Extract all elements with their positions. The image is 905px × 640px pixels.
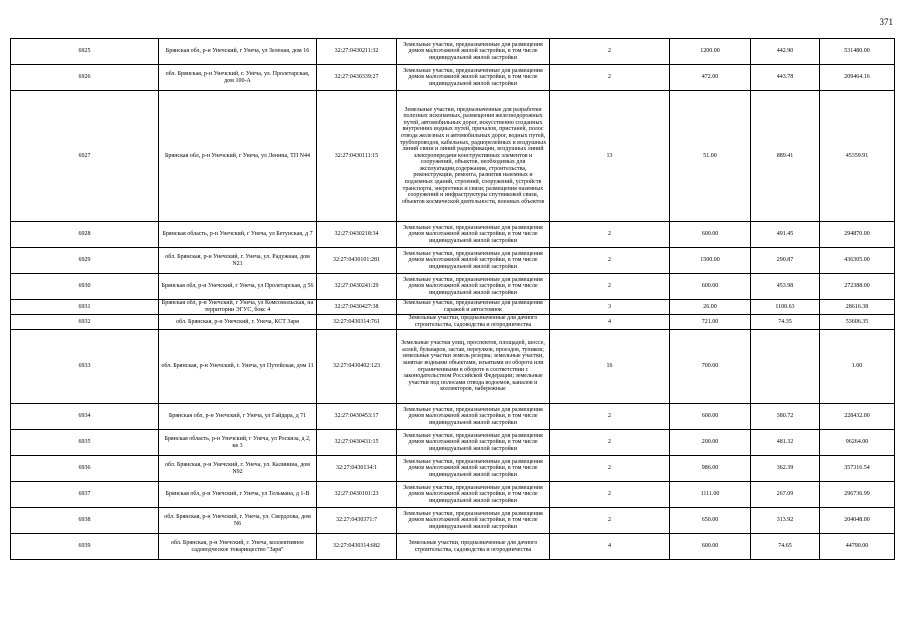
address-cell: Брянская обл, р-н Унечский, г Унеча, ул Зеленая, дом 16 <box>159 39 317 65</box>
table-row <box>11 330 895 404</box>
cadastral-value-cell: 294870.00 <box>820 222 895 248</box>
use-group-cell: 4 <box>550 315 670 330</box>
cadastral-value-cell: 28616.38 <box>820 300 895 315</box>
table-row <box>11 274 895 300</box>
land-use-cell: Земельные участки, предназначенные для дачного строительства, садоводства и огородничества <box>397 534 550 560</box>
cadastral-value-cell: 209464.16 <box>820 65 895 91</box>
unit-value-cell: 453.98 <box>751 274 820 300</box>
cadastral-number-cell: 32:27:0430427:38 <box>317 300 397 315</box>
table-row <box>11 222 895 248</box>
area-cell: 721.00 <box>670 315 751 330</box>
table-row <box>11 300 895 315</box>
unit-value-cell <box>751 330 820 404</box>
area-cell: 600.00 <box>670 222 751 248</box>
row-number: 6933 <box>11 330 159 404</box>
row-number: 6928 <box>11 222 159 248</box>
cadastral-number-cell: 32:27:0430314:682 <box>317 534 397 560</box>
cadastral-value-cell: 204048.00 <box>820 508 895 534</box>
area-cell: 600.00 <box>670 404 751 430</box>
cadastral-number-cell: 32:27:0430101:281 <box>317 248 397 274</box>
land-use-cell: Земельные участки, предназначенные для размещения домов малоэтажной жилой застройки, в том числе индивидуальной жилой застройки <box>397 456 550 482</box>
unit-value-cell: 481.32 <box>751 430 820 456</box>
row-number: 6931 <box>11 300 159 315</box>
unit-value-cell: 362.39 <box>751 456 820 482</box>
use-group-cell: 2 <box>550 430 670 456</box>
unit-value-cell: 889.41 <box>751 91 820 222</box>
address-cell: обл. Брянская, р-н Унечский, г. Унеча, ул. Радужная, дом N21 <box>159 248 317 274</box>
row-number: 6937 <box>11 482 159 508</box>
address-cell: обл. Брянская, р-н Унечский, г. Унеча, ул. Калинина, дом N92 <box>159 456 317 482</box>
table-body <box>11 39 895 560</box>
area-cell: 1200.00 <box>670 39 751 65</box>
cadastral-value-cell: 296736.99 <box>820 482 895 508</box>
table-row <box>11 456 895 482</box>
area-cell: 600.00 <box>670 274 751 300</box>
unit-value-cell: 1100.63 <box>751 300 820 315</box>
area-cell: 472.00 <box>670 65 751 91</box>
address-cell: Брянская область, р-н Унечский, г Унеча, ул Бетунская, д 7 <box>159 222 317 248</box>
land-use-cell: Земельные участки, предназначенные для размещения домов малоэтажной жилой застройки, в том числе индивидуальной жилой застройки <box>397 404 550 430</box>
cadastral-value-cell: 45359.91 <box>820 91 895 222</box>
cadastral-value-cell: 357316.54 <box>820 456 895 482</box>
address-cell: Брянская область, р-н Унечский, г Унеча, ул Роскиза, д 2, кв 3 <box>159 430 317 456</box>
use-group-cell: 2 <box>550 508 670 534</box>
cadastral-value-cell: 96264.00 <box>820 430 895 456</box>
area-cell: 51.00 <box>670 91 751 222</box>
cadastral-value-cell: 436305.00 <box>820 248 895 274</box>
cadastral-number-cell: 32:27:0430101:23 <box>317 482 397 508</box>
unit-value-cell: 313.92 <box>751 508 820 534</box>
land-use-cell: Земельные участки, предназначенные для разработки полезных ископаемых, размещения железнодорожных путей, автомобильных дорог, искусственно созданных внутренних водных путей, причалов, пристаней, полос отвода железных и автомобильных дорог, водных путей, трубопроводов, кабельных, радиорелейных и воздушных линий связи и линий радиофикации, воздушных линий электропередачи конструктивных элементов и сооружений, объектов, необходимых для эксплуатации,содержания, строительства, реконструкции, ремонта, развития наземных и подземных зданий, строений, сооружений, устройств транспорта, энергетики и связи; размещения наземных сооружений и инфраструктуры спутниковой связи, объектов космической деятельности, военных объектов <box>397 91 550 222</box>
land-register-table <box>10 38 895 560</box>
land-use-cell: Земельные участки, предназначенные для размещения гаражей и автостоянок <box>397 300 550 315</box>
cadastral-value-cell: 1.00 <box>820 330 895 404</box>
cadastral-number-cell: 32:27:0430111:15 <box>317 91 397 222</box>
row-number: 6925 <box>11 39 159 65</box>
cadastral-number-cell: 32:27:0430211:32 <box>317 39 397 65</box>
use-group-cell: 16 <box>550 330 670 404</box>
cadastral-value-cell: 272388.00 <box>820 274 895 300</box>
address-cell: обл. Брянская, р-н Унечский, г. Унеча, коллективное садоводческое товарищество "Заря" <box>159 534 317 560</box>
address-cell: обл. Брянская, р-н Унечский, г. Унеча, ул. Свердлова, дом N6 <box>159 508 317 534</box>
cadastral-number-cell: 32:27:0430431:15 <box>317 430 397 456</box>
address-cell: Брянская обл, р-н Унечский, г Унеча, ул Тельмана, д 1-В <box>159 482 317 508</box>
cadastral-number-cell: 32:27:0430134:1 <box>317 456 397 482</box>
land-use-cell: Земельные участки, предназначенные для размещения домов малоэтажной жилой застройки, в том числе индивидуальной жилой застройки <box>397 508 550 534</box>
use-group-cell: 2 <box>550 222 670 248</box>
land-use-cell: Земельные участки улиц, проспектов, площадей, шоссе, аллей, бульваров, застав, переулков, проездов, тупиков; земельные участки земель резерва; земельные участки, занятые водными объектами, изъятыми из оборота или ограниченными в обороте в соответствии с законодательством Российской Федерации; земельные участки под полосами отвода водоемов, каналов и коллекторов, набережные <box>397 330 550 404</box>
address-cell: Брянская обл, р-н Унечский, г Унеча, ул Пролетарская, д 56 <box>159 274 317 300</box>
cadastral-number-cell: 32:27:0430314:761 <box>317 315 397 330</box>
use-group-cell: 13 <box>550 91 670 222</box>
use-group-cell: 2 <box>550 39 670 65</box>
address-cell: обл. Брянская, р-н Унечский, г. Унеча, КСТ Заря <box>159 315 317 330</box>
area-cell: 1111.00 <box>670 482 751 508</box>
address-cell: Брянская обл, р-н Унечский, г Унеча, ул Комсомольская, на территории ЭГУС, бокс 4 <box>159 300 317 315</box>
cadastral-number-cell: 32:27:0430218:34 <box>317 222 397 248</box>
use-group-cell: 2 <box>550 456 670 482</box>
land-use-cell: Земельные участки, предназначенные для дачного строительства, садоводства и огородничества <box>397 315 550 330</box>
land-use-cell: Земельные участки, предназначенные для размещения домов малоэтажной жилой застройки, в том числе индивидуальной жилой застройки <box>397 222 550 248</box>
table-row <box>11 508 895 534</box>
land-use-cell: Земельные участки, предназначенные для размещения домов малоэтажной жилой застройки, в том числе индивидуальной жилой застройки <box>397 482 550 508</box>
cadastral-number-cell: 32:27:0430339:27 <box>317 65 397 91</box>
cadastral-value-cell: 531480.00 <box>820 39 895 65</box>
cadastral-value-cell: 53606.35 <box>820 315 895 330</box>
area-cell: 700.00 <box>670 330 751 404</box>
area-cell: 200.00 <box>670 430 751 456</box>
row-number: 6938 <box>11 508 159 534</box>
use-group-cell: 2 <box>550 482 670 508</box>
unit-value-cell: 74.65 <box>751 534 820 560</box>
row-number: 6926 <box>11 65 159 91</box>
row-number: 6936 <box>11 456 159 482</box>
table-row <box>11 248 895 274</box>
cadastral-number-cell: 32:27:0430241:29 <box>317 274 397 300</box>
area-cell: 986.00 <box>670 456 751 482</box>
area-cell: 26.00 <box>670 300 751 315</box>
row-number: 6934 <box>11 404 159 430</box>
use-group-cell: 4 <box>550 534 670 560</box>
table-row <box>11 404 895 430</box>
address-cell: Брянская обл, р-н Унечский, г Унеча, ул Ленина, ТП N44 <box>159 91 317 222</box>
row-number: 6932 <box>11 315 159 330</box>
use-group-cell: 2 <box>550 248 670 274</box>
row-number: 6930 <box>11 274 159 300</box>
cadastral-number-cell: 32:27:0430402:123 <box>317 330 397 404</box>
table-row <box>11 91 895 222</box>
address-cell: Брянская обл, р-н Унечский, г Унеча, ул Гайдара, д 71 <box>159 404 317 430</box>
area-cell: 600.00 <box>670 534 751 560</box>
unit-value-cell: 380.72 <box>751 404 820 430</box>
unit-value-cell: 443.78 <box>751 65 820 91</box>
area-cell: 650.00 <box>670 508 751 534</box>
page-number: 371 <box>879 17 893 27</box>
land-use-cell: Земельные участки, предназначенные для размещения домов малоэтажной жилой застройки, в том числе индивидуальной жилой застройки <box>397 430 550 456</box>
use-group-cell: 3 <box>550 300 670 315</box>
use-group-cell: 2 <box>550 404 670 430</box>
unit-value-cell: 74.35 <box>751 315 820 330</box>
table-row <box>11 482 895 508</box>
table-row <box>11 39 895 65</box>
row-number: 6939 <box>11 534 159 560</box>
use-group-cell: 2 <box>550 274 670 300</box>
use-group-cell: 2 <box>550 65 670 91</box>
cadastral-number-cell: 32:27:0430371:7 <box>317 508 397 534</box>
unit-value-cell: 290.87 <box>751 248 820 274</box>
land-use-cell: Земельные участки, предназначенные для размещения домов малоэтажной жилой застройки, в том числе индивидуальной жилой застройки <box>397 65 550 91</box>
land-use-cell: Земельные участки, предназначенные для размещения домов малоэтажной жилой застройки, в том числе индивидуальной жилой застройки <box>397 248 550 274</box>
row-number: 6927 <box>11 91 159 222</box>
table-row <box>11 65 895 91</box>
table-row <box>11 534 895 560</box>
cadastral-value-cell: 44790.00 <box>820 534 895 560</box>
table-row <box>11 430 895 456</box>
row-number: 6929 <box>11 248 159 274</box>
row-number: 6935 <box>11 430 159 456</box>
address-cell: обл. Брянская, р-н Унечский, г. Унеча, ул Путейская, дом 11 <box>159 330 317 404</box>
address-cell: обл. Брянская, р-н Унечский, г. Унеча, ул. Пролетарская, дом 100-А <box>159 65 317 91</box>
cadastral-number-cell: 32:27:0430453:17 <box>317 404 397 430</box>
unit-value-cell: 442.90 <box>751 39 820 65</box>
unit-value-cell: 267.09 <box>751 482 820 508</box>
land-use-cell: Земельные участки, предназначенные для размещения домов малоэтажной жилой застройки, в том числе индивидуальной жилой застройки <box>397 274 550 300</box>
cadastral-value-cell: 228432.00 <box>820 404 895 430</box>
area-cell: 1500.00 <box>670 248 751 274</box>
table-row <box>11 315 895 330</box>
unit-value-cell: 491.45 <box>751 222 820 248</box>
land-use-cell: Земельные участки, предназначенные для размещения домов малоэтажной жилой застройки, в том числе индивидуальной жилой застройки <box>397 39 550 65</box>
